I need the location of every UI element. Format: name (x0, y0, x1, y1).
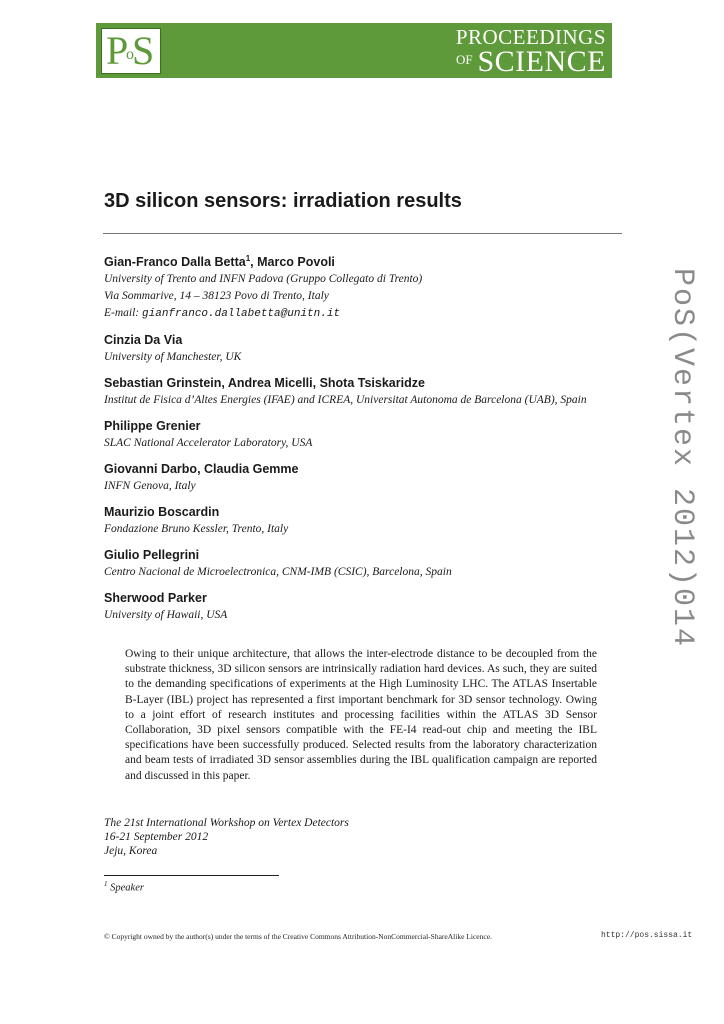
author-block (104, 547, 634, 581)
author-name: Philippe Grenier (104, 419, 201, 434)
science-label: SCIENCE (477, 45, 606, 78)
author-block (104, 375, 634, 409)
author-name-text: Gian-Franco Dalla Betta (104, 255, 246, 270)
logo-letter-p: P (106, 28, 129, 73)
email-label: E-mail: (104, 307, 143, 320)
conference-location: Jeju, Korea (104, 845, 158, 857)
affiliation: Institut de Fisica d’Altes Energies (IFAE) and ICREA, Universitat Autonoma de Barcelona (UAB), Spain (104, 394, 587, 407)
author-name: Giulio Pellegrini (104, 548, 200, 563)
affiliation: INFN Genova, Italy (104, 480, 196, 493)
author-block (104, 461, 634, 495)
author-name: Sebastian Grinstein, Andrea Micelli, Shota Tsiskaridze (104, 376, 425, 391)
author-name-rest: , Marco Povoli (250, 255, 335, 270)
footnote-mark: 1 (245, 254, 251, 263)
paper-title: 3D silicon sensors: irradiation results (104, 190, 462, 212)
footnote-number: 1 (104, 880, 108, 888)
email-line (104, 305, 634, 323)
side-identifier: PoS(Vertex 2012)014 (665, 268, 699, 649)
proceedings-label: PROCEEDINGS (455, 25, 606, 49)
abstract: Owing to their unique architecture, that allows the inter-electrode distance to be decoupled from the substrate thickness, 3D silicon sensors are intrinsically radiation hard devices. As such, they are suited to the demanding specifications of experiments at the High Luminosity LHC. The ATLAS Insertable B-Layer (IBL) project has represented a first important benchmark for 3D sensor technology. Owing to a joint effort of research institutes and processing facilities within the ATLAS 3D Sensor Collaboration, 3D pixel sensors compatible with the FE-I4 read-out chip and meeting the IBL specifications have been successfully produced. Selected results from the laboratory characterization and beam tests of irradiated 3D sensor assemblies during the IBL qualification campaign are reported and discussed in this paper. (125, 648, 597, 782)
footnote-text: Speaker (107, 882, 144, 894)
of-label: OF (456, 52, 473, 67)
author-name: Giovanni Darbo, Claudia Gemme (104, 462, 299, 477)
logo-letter-o: o (126, 46, 134, 63)
footnote (104, 880, 144, 894)
affiliation: University of Manchester, UK (104, 351, 242, 364)
pos-logo (101, 28, 161, 74)
author-block (104, 504, 634, 538)
copyright-notice: © Copyright owned by the author(s) under the terms of the Creative Commons Attribution-NonCommercial-ShareAlike Licence. (104, 932, 492, 941)
author-name: Cinzia Da Via (104, 333, 183, 348)
affiliation: Centro Nacional de Microelectronica, CNM-IMB (CSIC), Barcelona, Spain (104, 566, 452, 579)
author-block (104, 332, 634, 366)
affiliation: University of Trento and INFN Padova (Gruppo Collegato di Trento) (104, 273, 423, 286)
title-rule (103, 233, 622, 234)
affiliation: SLAC National Accelerator Laboratory, USA (104, 437, 313, 450)
author-name (104, 250, 634, 271)
author-block (104, 418, 634, 452)
conference-info (104, 816, 349, 858)
affiliation: University of Hawaii, USA (104, 609, 228, 622)
conference-name: The 21st International Workshop on Vertex Detectors (104, 817, 349, 829)
author-name: Maurizio Boscardin (104, 505, 220, 520)
pos-url[interactable]: http://pos.sissa.it (601, 931, 693, 940)
author-block (104, 250, 634, 323)
email-address[interactable]: gianfranco.dallabetta@unitn.it (142, 308, 341, 321)
pos-banner (96, 23, 612, 78)
author-list (104, 250, 634, 633)
author-block (104, 590, 634, 624)
logo-letter-s: S (132, 28, 155, 73)
author-name: Sherwood Parker (104, 591, 207, 606)
conference-dates: 16-21 September 2012 (104, 831, 209, 843)
affiliation: Via Sommarive, 14 – 38123 Povo di Trento, Italy (104, 290, 329, 303)
footnote-rule (104, 875, 279, 876)
affiliation: Fondazione Bruno Kessler, Trento, Italy (104, 523, 289, 536)
